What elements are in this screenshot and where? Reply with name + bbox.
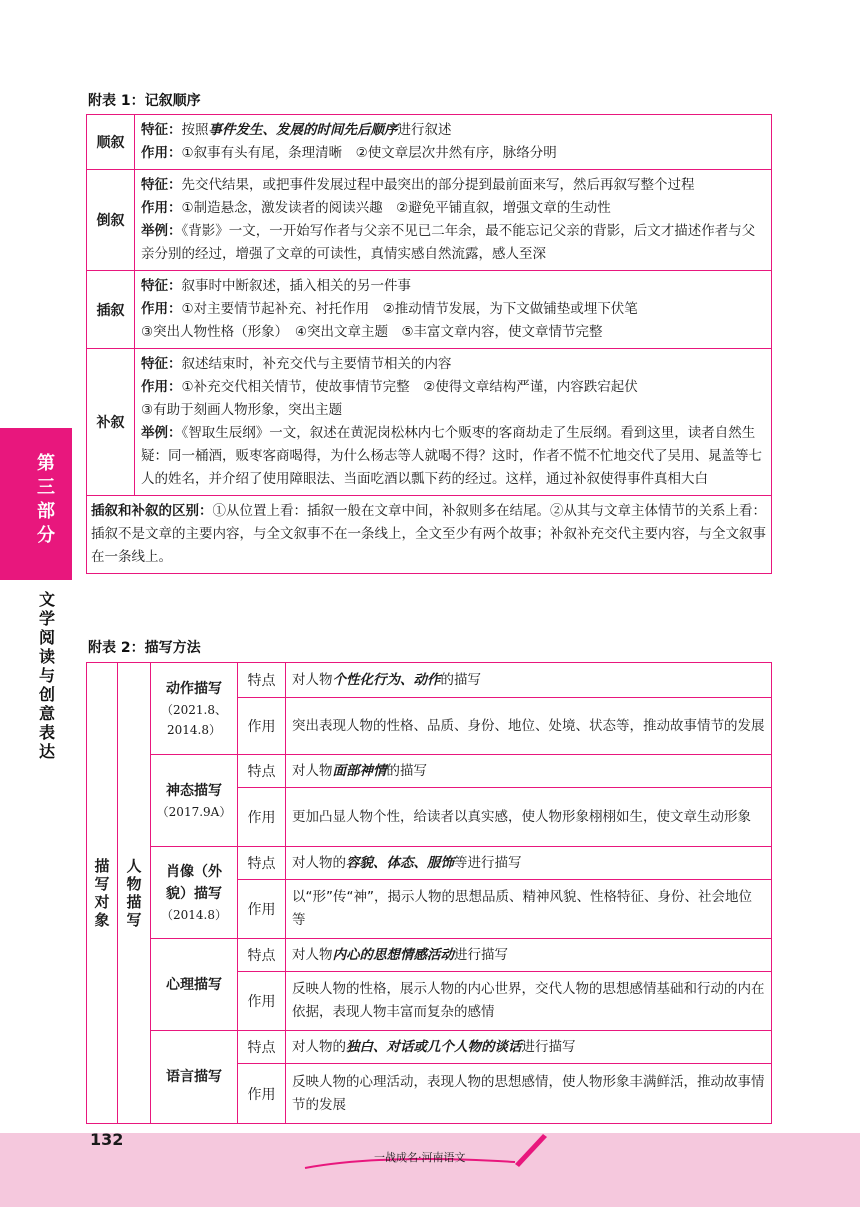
page-number: 132	[90, 1130, 124, 1149]
summary-body	[87, 496, 771, 573]
line-label: 特征：	[141, 122, 182, 138]
narrative-order-table	[86, 114, 772, 574]
method-details	[238, 1031, 771, 1123]
description-method-table	[86, 662, 772, 1124]
method-group	[151, 755, 771, 847]
line-text: 《智取生辰纲》一文，叙述在黄泥岗松林内七个贩枣的客商劫走了生辰纲。看到这里，读者自然生疑：同一桶酒，贩枣客商喝得，为什么杨志等人就喝不得？这时，作者不慌不忙地交代了吴用、晁盖等七人的姓名，并介绍了使用障眼法、当面吃酒以瓢下药的经过。这样，通过补叙使得事件真相大白	[141, 425, 762, 487]
method-group	[151, 939, 771, 1031]
table-row	[87, 349, 771, 496]
effect-row	[238, 880, 771, 938]
summary-row	[87, 496, 771, 573]
row-body	[135, 349, 771, 495]
effect-text: 更加凸显人物个性，给读者以真实感，使人物形象栩栩如生，使文章生动形象	[292, 808, 751, 825]
line-label: 特征：	[141, 356, 182, 372]
effect-row	[238, 788, 771, 846]
feature-row	[238, 847, 771, 880]
effect-tag: 作用	[238, 788, 286, 846]
row-head: 顺叙	[87, 115, 135, 169]
line-text: ③有助于刻画人物形象，突出主题	[141, 402, 343, 418]
method-details	[238, 847, 771, 938]
feature-row	[238, 663, 771, 698]
effect-text: 反映人物的心理活动，表现人物的思想感情，使人物形象丰满鲜活，推动故事情节的发展	[292, 1073, 765, 1113]
feature-text	[286, 663, 771, 697]
line-label: 作用：	[141, 379, 182, 395]
feature-row	[238, 939, 771, 972]
method-name-cell	[151, 847, 238, 938]
feature-post: 进行描写	[454, 946, 508, 963]
method-name: 心理描写	[166, 976, 222, 993]
section-title: 文学阅读与创意表达	[38, 590, 55, 761]
line-text: ①对主要情节起补充、衬托作用 ②推动情节发展，为下文做铺垫或埋下伏笔	[181, 301, 638, 317]
line-text: 先交代结果，或把事件发展过程中最突出的部分提到最前面来写，然后再叙写整个过程	[181, 177, 695, 193]
feature-pre: 对人物	[292, 671, 333, 688]
method-date: （2021.8、2014.8）	[161, 702, 227, 737]
row-body	[135, 170, 771, 270]
row-body	[135, 271, 771, 348]
line-text: 叙述结束时，补充交代与主要情节相关的内容	[181, 356, 452, 372]
method-details	[238, 663, 771, 754]
category-label: 描写对象	[94, 857, 110, 929]
line-text: 进行叙述	[397, 122, 452, 138]
method-name: 肖像（外貌）描写	[166, 863, 222, 902]
line-text: 叙事时中断叙述，插入相关的另一件事	[181, 278, 411, 294]
feature-post: 等进行描写	[454, 854, 522, 871]
feature-emphasis: 内心的思想情感活动	[332, 946, 454, 963]
feature-post: 的描写	[386, 762, 427, 779]
feature-row	[238, 1031, 771, 1064]
table1-caption: 附表 1：记叙顺序	[88, 93, 201, 109]
feature-pre: 对人物	[292, 946, 333, 963]
effect-row	[238, 698, 771, 754]
footer-brand: 一战成名·河南语文	[374, 1151, 466, 1164]
feature-row	[238, 755, 771, 788]
effect-text: 突出表现人物的性格、品质、身份、地位、处境、状态等，推动故事情节的发展	[292, 717, 765, 734]
effect-text: 以“形”传“神”，揭示人物的思想品质、精神风貌、性格特征、身份、社会地位等	[292, 889, 752, 928]
feature-text	[286, 755, 771, 787]
feature-pre: 对人物	[292, 762, 333, 779]
method-name-cell	[151, 939, 238, 1030]
summary-text: ①从位置上看：插叙一般在文章中间，补叙则多在结尾。②从其与文章主体情节的关系上看：插叙不是文章的主要内容，与全文叙事不在一条线上，全文至少有两个故事；补叙补充交代主要内容，与全文叙事在一条线上。	[91, 503, 766, 565]
line-emphasis: 事件发生、发展的时间先后顺序	[208, 122, 398, 138]
method-name-cell	[151, 1031, 238, 1123]
table-row	[87, 115, 771, 170]
summary-label: 插叙和补叙的区别：	[91, 503, 213, 519]
subcategory-column	[118, 663, 151, 1123]
method-group	[151, 1031, 771, 1123]
feature-tag: 特点	[238, 939, 286, 971]
feature-emphasis: 面部神情	[332, 762, 387, 779]
line-label: 作用：	[141, 200, 182, 216]
feature-post: 的描写	[440, 671, 481, 688]
method-date: （2017.9A）	[156, 804, 232, 819]
feature-tag: 特点	[238, 755, 286, 787]
line-text: 按照	[181, 122, 209, 138]
feature-emphasis: 独白、对话或几个人物的谈话	[346, 1038, 522, 1055]
table2-caption: 附表 2：描写方法	[88, 640, 201, 656]
line-text: ①叙事有头有尾，条理清晰 ②使文章层次井然有序，脉络分明	[181, 145, 557, 161]
line-text: 《背影》一文，一开始写作者与父亲不见已二年余，最不能忘记父亲的背影，后文才描述作者与父亲分别的经过，增强了文章的可读性，真情实感自然流露，感人至深	[141, 223, 756, 262]
subcategory-label: 人物描写	[126, 857, 142, 929]
feature-pre: 对人物的	[292, 854, 346, 871]
method-name: 语言描写	[166, 1069, 222, 1085]
feature-text	[286, 847, 771, 879]
line-label: 作用：	[141, 145, 182, 161]
feature-text	[286, 939, 771, 971]
effect-tag: 作用	[238, 698, 286, 754]
feature-pre: 对人物的	[292, 1038, 346, 1055]
method-details	[238, 939, 771, 1030]
feature-tag: 特点	[238, 1031, 286, 1063]
method-name: 动作描写	[166, 680, 222, 697]
method-name: 神态描写	[166, 782, 222, 799]
line-label: 举例：	[141, 223, 182, 239]
feature-text	[286, 1031, 771, 1063]
line-label: 特征：	[141, 278, 182, 294]
method-date: （2014.8）	[161, 907, 227, 922]
feature-tag: 特点	[238, 847, 286, 879]
category-column	[87, 663, 118, 1123]
row-head: 插叙	[87, 271, 135, 348]
line-label: 举例：	[141, 425, 182, 441]
table-row	[87, 170, 771, 271]
line-text: ①补充交代相关情节，使故事情节完整 ②使得文章结构严谨，内容跌宕起伏	[181, 379, 638, 395]
line-label: 作用：	[141, 301, 182, 317]
method-rows	[151, 663, 771, 1123]
table-row	[87, 271, 771, 349]
effect-row	[238, 1064, 771, 1123]
feature-emphasis: 个性化行为、动作	[332, 671, 441, 688]
line-label: 特征：	[141, 177, 182, 193]
row-body	[135, 115, 771, 169]
feature-tag: 特点	[238, 663, 286, 697]
method-name-cell	[151, 663, 238, 754]
row-head: 补叙	[87, 349, 135, 495]
section-label: 第三部分	[37, 453, 55, 546]
method-details	[238, 755, 771, 846]
feature-emphasis: 容貌、体态、服饰	[346, 854, 454, 871]
line-text: ③突出人物性格（形象） ④突出文章主题 ⑤丰富文章内容，使文章情节完整	[141, 324, 603, 340]
line-text: ①制造悬念，激发读者的阅读兴趣 ②避免平铺直叙，增强文章的生动性	[181, 200, 611, 216]
effect-tag: 作用	[238, 880, 286, 938]
method-name-cell	[151, 755, 238, 846]
method-group	[151, 847, 771, 939]
effect-row	[238, 972, 771, 1030]
feature-post: 进行描写	[521, 1038, 576, 1055]
row-head: 倒叙	[87, 170, 135, 270]
effect-text: 反映人物的性格，展示人物的内心世界，交代人物的思想感情基础和行动的内在依据，表现人物丰富而复杂的感情	[292, 981, 765, 1020]
effect-tag: 作用	[238, 1064, 286, 1123]
method-group	[151, 663, 771, 755]
effect-tag: 作用	[238, 972, 286, 1030]
